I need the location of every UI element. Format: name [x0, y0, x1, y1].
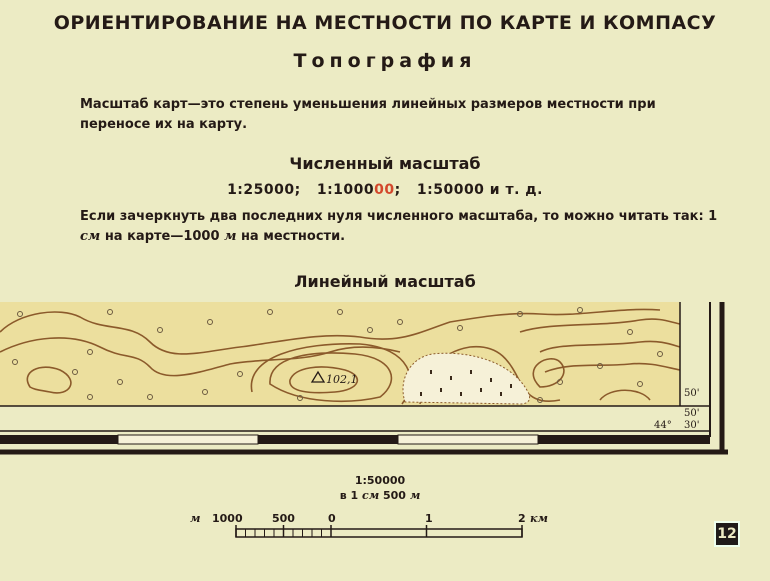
linear-scale-heading: Линейный масштаб — [294, 272, 476, 291]
tick-2: 2 — [518, 512, 526, 525]
lat-label-bottom: 30' — [684, 420, 700, 431]
topographic-map — [0, 292, 770, 462]
definition-text: Масштаб карт—это степень уменьшения линейных размеров местности при переносе их на карту. — [80, 97, 656, 132]
example-2: 1:1000 — [316, 182, 375, 198]
example-1: 1:25000; — [227, 182, 301, 198]
numeric-scale-heading: Численный масштаб — [289, 154, 481, 173]
scale-in-value: 500 — [383, 489, 406, 502]
scale-in-m: м — [409, 489, 421, 502]
lon-label: 44° — [654, 420, 672, 431]
note-part-3: на местности. — [240, 229, 346, 244]
scale-bar-major-ticks — [236, 525, 522, 537]
page-title: ОРИЕНТИРОВАНИЕ НА МЕСТНОСТИ ПО КАРТЕ И КОМПАСУ — [53, 12, 717, 34]
note-unit-cm: см — [80, 229, 101, 244]
note-part-1: Если зачеркнуть два последних нуля численного масштаба, то можно читать так: 1 — [80, 209, 718, 224]
subtitle: Топография — [293, 50, 477, 72]
lat-label-mid: 50' — [684, 408, 700, 419]
tick-1000: 1000 — [212, 512, 243, 525]
scale-ratio: 1:50000 — [354, 474, 406, 487]
map-area — [0, 302, 680, 406]
elevation-label: 102,1 — [326, 373, 358, 386]
tick-1: 1 — [425, 512, 433, 525]
slide-number: 12 — [714, 521, 740, 547]
degree-border — [0, 435, 710, 444]
tick-500: 500 — [272, 512, 295, 525]
scale-in-prefix: в 1 — [339, 489, 359, 502]
example-3: 1:50000 и т. д. — [416, 182, 543, 198]
scale-bar-outline — [236, 529, 522, 537]
note-part-2: на карте—1000 — [104, 229, 220, 244]
example-2-end: ; — [394, 182, 401, 198]
linear-scale-bar — [190, 508, 550, 548]
note-unit-m: м — [224, 229, 237, 244]
tick-0: 0 — [328, 512, 336, 525]
scale-explanation — [0, 489, 760, 502]
numeric-scale-note — [80, 207, 720, 247]
tick-unit-km: км — [530, 512, 548, 525]
numeric-scale-examples — [0, 182, 770, 198]
tick-unit-m: м — [190, 512, 201, 525]
lat-label-top: 50' — [684, 388, 700, 399]
crossed-zeros: 00 — [374, 182, 395, 198]
scale-in-cm: см — [362, 489, 380, 502]
